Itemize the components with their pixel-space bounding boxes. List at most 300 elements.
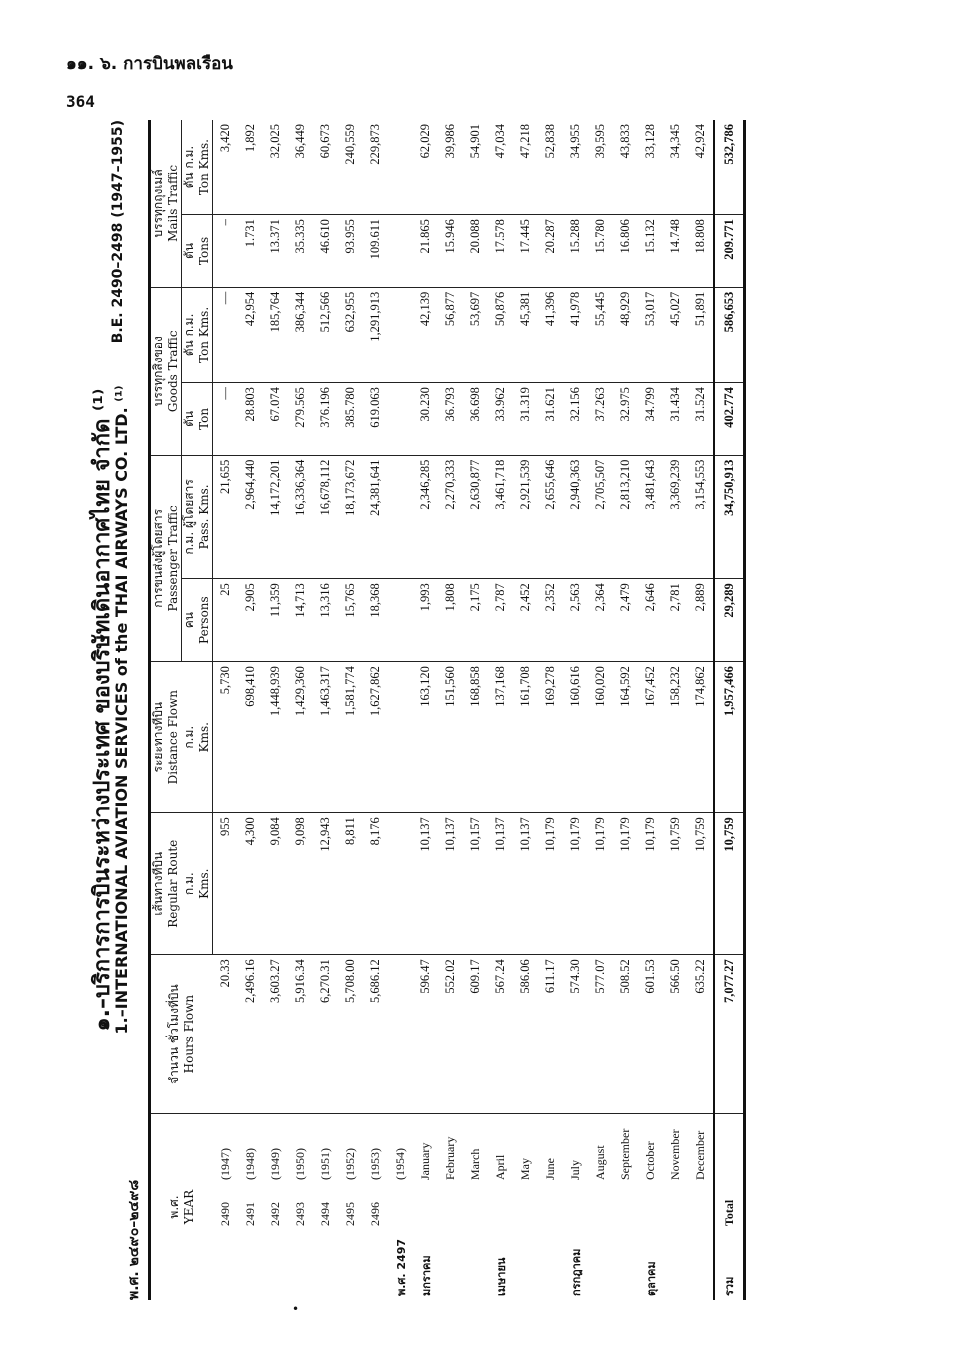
table-row [513,120,538,1300]
table-row [338,120,363,1300]
cell-gton [388,383,413,456]
row-year-en: November [668,1129,682,1180]
persons-en: Persons [197,596,211,644]
cell-passkm: 2,940,363 [563,455,588,579]
row-year-en: June [543,1158,557,1180]
row-year-en: July [568,1159,582,1180]
cell-hours: 6,270.31 [313,955,338,1114]
row-year-en: (1951) [318,1148,332,1180]
goods-tonkm-en: Ton Kms. [197,306,211,363]
cell-dist: 137,168 [488,662,513,813]
cell-passkm: 21,655 [213,455,239,579]
table-row [538,120,563,1300]
row-thai-label [238,1230,263,1300]
cell-gtonkm: 42,139 [413,287,438,382]
cell-mtonkm: 47,218 [513,120,538,215]
cell-mton: 93.955 [338,215,363,288]
cell-passkm: 2,705,507 [588,455,613,579]
cell-passkm: 2,813,210 [613,455,638,579]
goods-ton-th: ตัน [182,410,196,427]
cell-mton: 16.806 [613,215,638,288]
cell-mton: – [213,215,239,288]
cell-gtonkm: 48,929 [613,287,638,382]
cell-hours: 552.02 [438,955,463,1114]
col-dist-th: ระยะทางที่บิน [151,701,166,773]
cell-persons: 15,765 [338,579,363,662]
row-year-en: (1949) [268,1148,282,1180]
mails-ton-th: ตัน [182,242,196,259]
cell-dist: 169,278 [538,662,563,813]
cell-gtonkm [388,287,413,382]
row-year-label [563,1114,588,1231]
row-year-label [688,1114,714,1231]
cell-gtonkm: 632,955 [338,287,363,382]
col-passkm [182,455,213,579]
page-number: 364 [66,92,95,111]
cell-dist: 151,560 [438,662,463,813]
cell-route: 4,300 [238,813,263,955]
cell-mton: 15.288 [563,215,588,288]
cell-hours: 635.22 [688,955,714,1114]
title-english: 1.–INTERNATIONAL AVIATION SERVICES of the THAI AIRWAYS CO. LTD. ⁽¹⁾ [112,385,131,1035]
table-row [438,120,463,1300]
cell-gtonkm: 53,697 [463,287,488,382]
cell-gtonkm: 1,291,913 [363,287,388,382]
cell-hours: 577.07 [588,955,613,1114]
cell-gton: 31.621 [538,383,563,456]
cell-gtonkm: 51,891 [688,287,714,382]
col-passenger [150,455,182,661]
period-en: B.E. 2490–2498 (1947–1955) [110,120,126,344]
cell-persons [388,579,413,662]
cell-persons: 2,563 [563,579,588,662]
cell-hours: 2,496.16 [238,955,263,1114]
table-row [563,120,588,1300]
row-thai-label: ตุลาคม [644,1261,658,1296]
cell-gton: 67.074 [263,383,288,456]
table-row [288,120,313,1300]
table-row [463,120,488,1300]
passkm-th: ก.ม. ผู้โดยสาร [182,479,196,555]
cell-mton: 20.088 [463,215,488,288]
cell-passkm: 3,461,718 [488,455,513,579]
row-year-be: 2490 [217,1202,232,1226]
cell-route: 10,179 [613,813,638,955]
cell-dist: 1,581,774 [338,662,363,813]
cell-gtonkm: 50,876 [488,287,513,382]
cell-dist: 1,448,939 [263,662,288,813]
table-body [213,120,745,1300]
cell-gton: — [213,383,239,456]
cell-route: 12,943 [313,813,338,955]
cell-persons: 2,905 [238,579,263,662]
row-year-label [538,1114,563,1231]
title-thai: ๑.–บริการการบินระหว่างประเทศ ของบริษัทเดินอากาศไทย จำกัด ⁽¹⁾ [90,388,115,1032]
row-year-label [263,1114,288,1231]
cell-hours: 601.53 [638,955,663,1114]
cell-dist [388,662,413,813]
cell-mton: 15.946 [438,215,463,288]
row-year-en: February [443,1136,457,1180]
row-year-en: (1948) [243,1148,257,1180]
row-year-be: 2495 [343,1202,357,1226]
row-thai-label: มกราคม [419,1255,433,1296]
cell-mton: 20.287 [538,215,563,288]
table-row [663,120,688,1300]
row-year-label [438,1114,463,1231]
cell-gton: 279.565 [288,383,313,456]
cell-route: 10,179 [563,813,588,955]
cell-passkm: 2,964,440 [238,455,263,579]
cell-persons: 2,479 [613,579,638,662]
cell-dist: 698,410 [238,662,263,813]
route-unit-en: Kms. [196,868,211,899]
cell-hours: 596.47 [413,955,438,1114]
cell-persons: 2,175 [463,579,488,662]
row-year-en: Total [721,1199,736,1226]
row-year-label [313,1114,338,1231]
cell-dist: 1,463,317 [313,662,338,813]
cell-mton: 15.780 [588,215,613,288]
cell-route: 10,137 [438,813,463,955]
col-year-th: พ.ศ. [166,1195,181,1219]
cell-gton: 402.774 [714,383,745,456]
cell-mtonkm: 54,901 [463,120,488,215]
cell-route: 10,759 [688,813,714,955]
cell-route: 10,179 [588,813,613,955]
row-thai-label [688,1230,714,1300]
row-year-label [288,1114,313,1231]
col-route-unit [182,813,213,955]
cell-passkm: 2,921,539 [513,455,538,579]
cell-passkm: 2,655,646 [538,455,563,579]
cell-mtonkm: 3,420 [213,120,239,215]
cell-persons: 2,646 [638,579,663,662]
cell-gton: 37.263 [588,383,613,456]
cell-persons: 1,993 [413,579,438,662]
cell-mtonkm: 43,833 [613,120,638,215]
cell-gton: 36.793 [438,383,463,456]
row-year-en: (1954) [393,1148,407,1180]
row-year-en: (1947) [217,1148,232,1180]
row-year-en: January [418,1142,432,1180]
row-year-en: (1950) [293,1148,307,1180]
row-thai-label: กรกฎาคม [569,1248,583,1296]
cell-passkm: 16,678,112 [313,455,338,579]
cell-route: 8,811 [338,813,363,955]
cell-passkm: 3,481,643 [638,455,663,579]
dist-unit-th: ก.ม. [181,725,196,749]
col-route [150,813,182,955]
cell-mton [388,215,413,288]
table-row [688,120,714,1300]
cell-hours: 20.33 [213,955,239,1114]
cell-mtonkm: 36,449 [288,120,313,215]
cell-hours: 574.30 [563,955,588,1114]
col-route-th: เส้นทางที่บิน [151,851,166,916]
row-year-en: August [593,1145,607,1180]
cell-route: 10,137 [513,813,538,955]
cell-mtonkm: 34,345 [663,120,688,215]
cell-mtonkm: 47,034 [488,120,513,215]
row-thai-label [213,1230,239,1300]
col-goods-tonkm [182,287,213,382]
row-year-be: 2493 [293,1202,307,1226]
row-thai-label [613,1230,638,1300]
cell-gtonkm: 185,764 [263,287,288,382]
goods-ton-en: Ton [197,407,211,430]
cell-hours: 567.24 [488,955,513,1114]
cell-mtonkm: 240,559 [338,120,363,215]
cell-gton: 619.063 [363,383,388,456]
col-year-en: YEAR [181,1189,196,1225]
cell-passkm: 16,336,364 [288,455,313,579]
col-goods [150,287,182,455]
cell-mtonkm: 32,025 [263,120,288,215]
cell-route: 10,759 [663,813,688,955]
cell-passkm: 34,750,913 [714,455,745,579]
col-dist-unit [182,662,213,813]
row-thai-label: เมษายน [494,1257,508,1296]
cell-gtonkm: 512,566 [313,287,338,382]
mails-tonkm-th: ตัน ก.ม. [182,145,196,189]
col-mails [110,120,182,344]
row-year-be: 2496 [368,1202,382,1226]
row-thai-label [338,1230,363,1300]
cell-gtonkm: 386,344 [288,287,313,382]
cell-passkm: 24,381,641 [363,455,388,579]
cell-passkm [388,455,413,579]
col-mails-tonkm [182,120,213,215]
row-year-label [613,1114,638,1231]
row-thai-label [313,1230,338,1300]
cell-persons: 18,368 [363,579,388,662]
table-row [588,120,613,1300]
cell-gton: 385.780 [338,383,363,456]
row-year-en: (1953) [368,1148,382,1180]
col-distance [150,662,182,813]
cell-mton: 13.371 [263,215,288,288]
cell-mtonkm: 532,786 [714,120,745,215]
cell-persons: 1,808 [438,579,463,662]
cell-dist: 160,616 [563,662,588,813]
row-thai-label [463,1230,488,1300]
chapter-header: ๑๑. ๖. การบินพลเรือน [66,54,233,74]
row-year-label [488,1114,513,1231]
mails-tonkm-en: Ton Kms. [197,139,211,196]
cell-gton: 34.799 [638,383,663,456]
cell-gtonkm: — [213,287,239,382]
cell-mtonkm: 34,955 [563,120,588,215]
cell-mton: 109.611 [363,215,388,288]
cell-dist: 5,730 [213,662,239,813]
cell-dist: 160,020 [588,662,613,813]
cell-gtonkm: 53,017 [638,287,663,382]
cell-passkm: 2,346,285 [413,455,438,579]
cell-gton: 33.962 [488,383,513,456]
cell-mton: 17.445 [513,215,538,288]
col-goods-th: บรรทุกสิ่งของ [151,336,165,407]
table-row [488,120,513,1300]
margin-mark: • [292,1302,300,1316]
row-thai-label [513,1230,538,1300]
row-year-en: September [618,1128,632,1180]
col-goods-en: Goods Traffic [166,330,180,413]
cell-route: 955 [213,813,239,955]
table-row [638,120,663,1300]
col-pass-en: Passenger Traffic [166,505,180,612]
cell-dist: 167,452 [638,662,663,813]
table-row [413,120,438,1300]
cell-gtonkm: 41,396 [538,287,563,382]
cell-dist: 161,708 [513,662,538,813]
row-year-label [513,1114,538,1231]
col-mails-ton [182,215,213,288]
col-hours-th: จำนวน ชั่วโมงที่บิน [166,984,181,1084]
cell-passkm: 3,369,239 [663,455,688,579]
cell-gton: 36.698 [463,383,488,456]
row-year-label [388,1114,413,1231]
cell-mton: 46.610 [313,215,338,288]
cell-route [388,813,413,955]
cell-mton: 1.731 [238,215,263,288]
cell-passkm: 2,270,333 [438,455,463,579]
cell-mtonkm: 62,029 [413,120,438,215]
table-row [613,120,638,1300]
row-year-en: May [518,1158,532,1180]
cell-route: 10,179 [638,813,663,955]
cell-gtonkm: 42,954 [238,287,263,382]
col-dist-en: Distance Flown [166,689,181,785]
cell-passkm: 2,630,877 [463,455,488,579]
col-hours-en: Hours Flown [181,994,196,1074]
cell-persons: 2,787 [488,579,513,662]
cell-route: 10,759 [714,813,745,955]
cell-gton: 31.319 [513,383,538,456]
cell-dist: 1,957,466 [714,662,745,813]
col-persons [182,579,213,662]
row-year-label [413,1114,438,1231]
row-thai-label [288,1230,313,1300]
passkm-en: Pass. Kms. [197,484,211,550]
cell-gton: 32.156 [563,383,588,456]
cell-persons: 14,713 [288,579,313,662]
cell-dist: 168,858 [463,662,488,813]
row-thai-label [588,1230,613,1300]
row-year-label [238,1114,263,1231]
row-year-be: 2492 [268,1202,282,1226]
persons-th: คน [182,612,196,629]
cell-gtonkm: 55,445 [588,287,613,382]
cell-mtonkm: 39,986 [438,120,463,215]
cell-route: 9,098 [288,813,313,955]
cell-hours: 5,708.00 [338,955,363,1114]
cell-mtonkm: 60,673 [313,120,338,215]
col-goods-ton [182,383,213,456]
col-year [125,1114,213,1301]
cell-gton: 376.196 [313,383,338,456]
row-year-en: October [643,1141,657,1180]
cell-gtonkm: 45,381 [513,287,538,382]
cell-hours: 566.50 [663,955,688,1114]
table-row [363,120,388,1300]
cell-mton: 17.578 [488,215,513,288]
row-year-label [663,1114,688,1231]
period-thai: พ.ศ. ๒๔๙๐–๒๔๙๘ [125,1179,142,1300]
cell-persons: 29,289 [714,579,745,662]
cell-persons: 2,352 [538,579,563,662]
cell-hours: 5,686.12 [363,955,388,1114]
cell-mtonkm: 39,595 [588,120,613,215]
cell-hours: 5,916.34 [288,955,313,1114]
row-year-en: March [468,1148,482,1180]
col-pass-th: การขนส่งผู้โดยสาร [151,508,165,608]
cell-dist: 163,120 [413,662,438,813]
cell-route: 8,176 [363,813,388,955]
cell-hours: 7,077.27 [714,955,745,1114]
cell-gtonkm: 56,877 [438,287,463,382]
col-hours [150,955,213,1114]
cell-mtonkm [388,120,413,215]
table-row [313,120,338,1300]
cell-mton: 21.865 [413,215,438,288]
cell-hours: 586.06 [513,955,538,1114]
row-year-label [463,1114,488,1231]
table-row [388,120,413,1300]
row-year-en: April [493,1154,507,1180]
col-mails-th: บรรทุกถุงเมล์ [151,169,165,238]
row-thai-label: รวม [714,1230,745,1300]
cell-gton: 31.524 [688,383,714,456]
cell-dist: 1,429,360 [288,662,313,813]
cell-dist: 1,627,862 [363,662,388,813]
cell-route: 10,157 [463,813,488,955]
cell-dist: 158,232 [663,662,688,813]
cell-persons: 25 [213,579,239,662]
cell-route: 10,137 [488,813,513,955]
cell-persons: 2,364 [588,579,613,662]
cell-mtonkm: 1,892 [238,120,263,215]
row-thai-label [263,1230,288,1300]
row-year-label [638,1114,663,1231]
row-year-label [588,1114,613,1231]
cell-route: 10,137 [413,813,438,955]
cell-gton: 30.230 [413,383,438,456]
cell-hours: 609.17 [463,955,488,1114]
cell-route: 10,179 [538,813,563,955]
row-year-be: 2494 [318,1202,332,1226]
cell-gtonkm: 45,027 [663,287,688,382]
cell-gtonkm: 41,978 [563,287,588,382]
row-thai-label [363,1230,388,1300]
cell-mton: 14.748 [663,215,688,288]
cell-mton: 18.808 [688,215,714,288]
cell-gton: 28.803 [238,383,263,456]
mails-tons-en: Tons [197,236,211,266]
row-thai-label [663,1230,688,1300]
row-year-en: (1952) [343,1148,357,1180]
cell-mton: 35.335 [288,215,313,288]
cell-hours [388,955,413,1114]
row-year-label [338,1114,363,1231]
statistics-table-region [90,120,910,1300]
col-route-en: Regular Route [166,839,181,928]
cell-dist: 164,592 [613,662,638,813]
cell-persons: 2,889 [688,579,714,662]
cell-persons: 13,316 [313,579,338,662]
cell-persons: 2,452 [513,579,538,662]
cell-hours: 611.17 [538,955,563,1114]
